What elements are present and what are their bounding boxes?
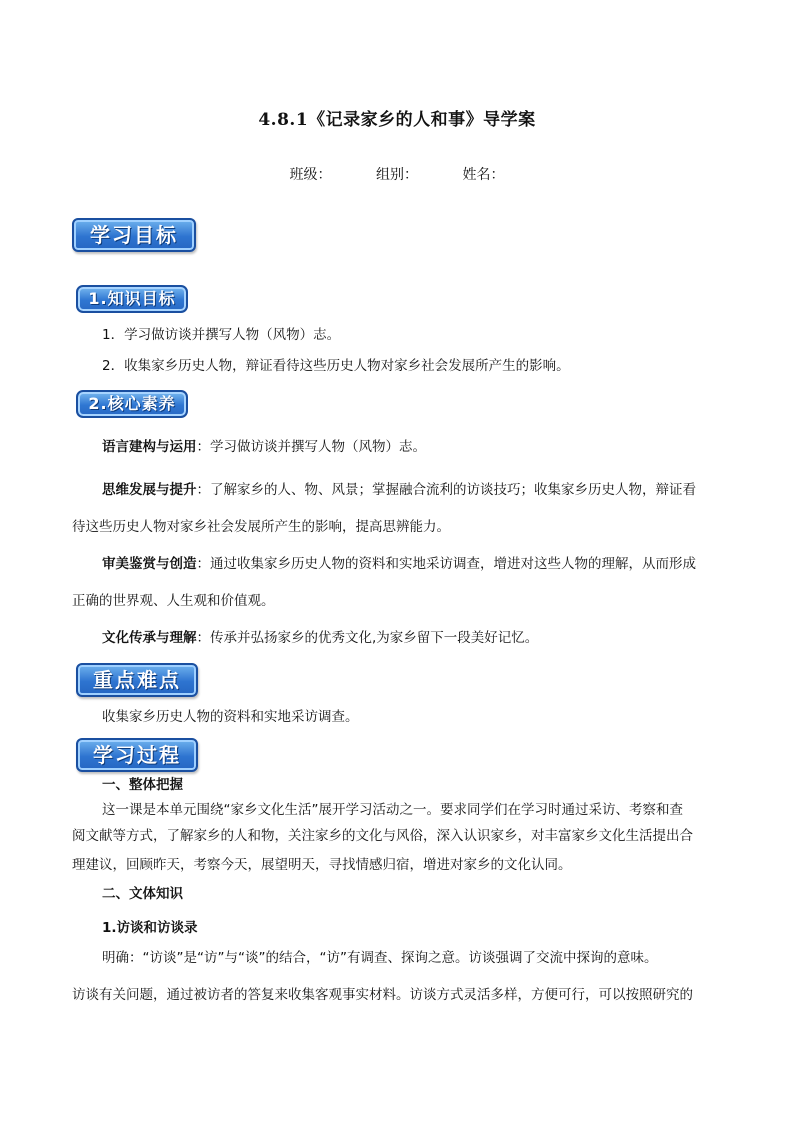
paragraph-line: 明确：“访谈”是“访”与“谈”的结合，“访”有调查、探询之意。访谈强调了交流中探询的意味。 bbox=[102, 950, 658, 966]
literacy-text: ：学习做访谈并撰写人物（风物）志。 bbox=[196, 439, 426, 455]
core-literacy-badge: 2.核心素养 bbox=[76, 390, 188, 418]
key-points-badge: 重点难点 bbox=[76, 663, 198, 697]
literacy-label: 思维发展与提升 bbox=[102, 482, 197, 498]
knowledge-goals-badge: 1.知识目标 bbox=[76, 285, 188, 313]
paragraph-line: 阅文献等方式，了解家乡的人和物，关注家乡的文化与风俗，深入认识家乡，对丰富家乡文化生活提出合 bbox=[72, 828, 693, 844]
subsection-heading: 1.访谈和访谈录 bbox=[102, 920, 198, 936]
literacy-item bbox=[102, 437, 782, 457]
section-heading: 一、整体把握 bbox=[102, 777, 183, 793]
literacy-text: ：了解家乡的人、物、风景；掌握融合流利的访谈技巧；收集家乡历史人物，辩证看 bbox=[196, 482, 696, 498]
literacy-item bbox=[102, 480, 782, 500]
literacy-text: ：通过收集家乡历史人物的资料和实地采访调查，增进对这些人物的理解，从而形成 bbox=[196, 556, 696, 572]
name-label: 姓名： bbox=[462, 167, 505, 183]
learning-process-badge: 学习过程 bbox=[76, 738, 198, 772]
paragraph-line: 访谈有关问题，通过被访者的答复来收集客观事实材料。访谈方式灵活多样，方便可行，可以按照研究的 bbox=[72, 987, 693, 1003]
literacy-item bbox=[102, 554, 782, 574]
literacy-label: 文化传承与理解 bbox=[102, 630, 197, 646]
class-label: 班级： bbox=[289, 167, 332, 183]
literacy-label: 审美鉴赏与创造 bbox=[102, 556, 197, 572]
literacy-continuation: 正确的世界观、人生观和价值观。 bbox=[72, 593, 275, 609]
knowledge-item: 2．收集家乡历史人物，辩证看待这些历史人物对家乡社会发展所产生的影响。 bbox=[102, 358, 570, 374]
group-label: 组别： bbox=[376, 167, 418, 183]
literacy-text: ：传承并弘扬家乡的优秀文化,为家乡留下一段美好记忆。 bbox=[196, 630, 539, 646]
key-points-text: 收集家乡历史人物的资料和实地采访调查。 bbox=[102, 709, 359, 725]
learning-goals-badge: 学习目标 bbox=[72, 218, 196, 252]
paragraph-line: 这一课是本单元围绕“家乡文化生活”展开学习活动之一。要求同学们在学习时通过采访、考察和查 bbox=[102, 802, 683, 818]
paragraph-line: 理建议，回顾昨天，考察今天，展望明天，寻找情感归宿，增进对家乡的文化认同。 bbox=[72, 857, 572, 873]
section-heading: 二、文体知识 bbox=[102, 886, 183, 902]
literacy-continuation: 待这些历史人物对家乡社会发展所产生的影响，提高思辨能力。 bbox=[72, 519, 450, 535]
page-title: 4.8.1《记录家乡的人和事》导学案 bbox=[258, 110, 536, 130]
knowledge-item: 1．学习做访谈并撰写人物（风物）志。 bbox=[102, 327, 341, 343]
literacy-label: 语言建构与运用 bbox=[102, 439, 197, 455]
student-info bbox=[0, 164, 794, 184]
literacy-item bbox=[102, 628, 782, 648]
